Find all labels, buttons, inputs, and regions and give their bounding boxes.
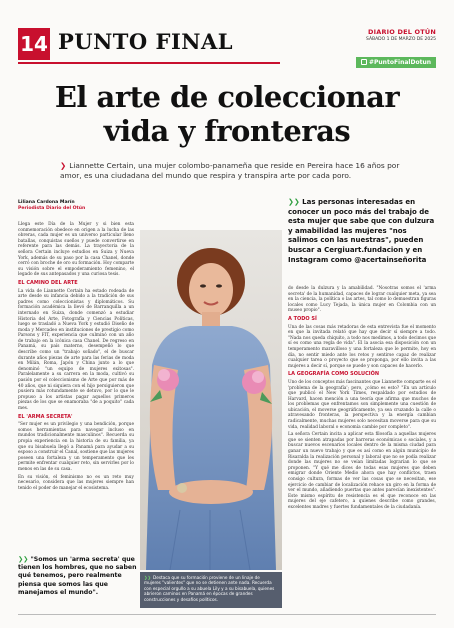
chevron-right-icon: ❯ [60, 161, 67, 170]
paragraph: Una de las cosas más retadoras de esta entrevista fue el momento en que la invitada relató que hay que decir sí siempre a todo. "Nada nos queda chiquito, a todo nos medimos, a todo decimos que sí es como una regla de vida". El la asocia esa disposición con un temperamento maravilloso y una fortaleza que le permite, hoy en día, no sentir miedo ante los retos y sentirse capaz de realizar cualquier tarea o proyecto que se proponga, por ello invita a las mujeres a decir sí, porque se puede y son capaces de hacerlo. [288, 324, 436, 369]
newspaper-name: DIARIO DEL OTÚN [368, 28, 436, 36]
photo-caption [140, 572, 282, 608]
subheading: EL 'ARMA SECRETA' [18, 413, 73, 420]
paragraph: "Ser mujer es un privilegio y una bendición, porque somos herramientas para navegar incluso en mundos tradicionalmente masculinos". Recuerda su propia experiencia en la historia de su familia, ya que su bisabuela llegó a Panamá para ayudar a su esposo a construir el Canal, sostiene que las mujeres poseen una fortaleza y un temperamento que les permite enfrentar cualquier reto, sin servirles por lo menos en las de su casa. [18, 422, 134, 472]
byline [18, 200, 128, 212]
paragraph: Llega este Día de la Mujer y si bien esta conmemoración obedece en origen a la lucha de las obreras, cada mujer es un universo particular lleno batallas, conquistas sueños y puede convertirse en referente para las demás. La trayectoria de la señora Certain incluye estudios en Suiza y Nueva York, además de su paso por la casa Chanel, donde cerró con broche de oro su formación. Hoy comparte su visión sobre el empoderamiento femenino, el legado de sus antepasados y una curiosa tesis. [18, 222, 134, 278]
hashtag-badge [356, 57, 436, 68]
subheading: LA GEOGRAFÍA COMO SOLUCIÓN [288, 371, 380, 378]
header-rule [18, 62, 280, 64]
headline-line-1: El arte de coleccionar [54, 80, 400, 114]
hashtag-text: #PuntoFinalDotun [368, 59, 431, 66]
page-header [0, 0, 454, 64]
paragraph: En su visión, el feminismo no es un reto muy necesario, considera que las mujeres siempre han tenido el poder de manejar el ecosistema. [18, 474, 134, 491]
deck-text: Liannette Certain, una mujer colombo-panameña que reside en Pereira hace 16 años por amor, es una ciudadana del mundo que respira y transpira arte por cada poro. [60, 161, 400, 180]
footer-rule [18, 614, 436, 615]
chevron-right-icon: ❯❯ [288, 198, 303, 206]
body-column-right [288, 286, 436, 513]
photo-caption-text: Destaca que su formación proviene de un linaje de mujeres "valientes" que no se detienen ante nada. Recuerda con especial orgullo a su abuela Lily y a su bisabuela, quienes abrieron caminos en Panamá en épocas de grandes construcciones y desafíos políticos. [144, 575, 275, 602]
pull-quote-bottom-text: "Somos un 'arma secreta' que tienen los hombres, que no saben qué tenemos, pero realmente piensa que somos las que manejamos el mundo". [18, 556, 137, 596]
portrait-illustration [140, 230, 282, 570]
instagram-icon [361, 59, 367, 65]
chevron-right-icon: ❯❯ [18, 556, 31, 563]
chevron-right-icon: ❯❯ [144, 575, 152, 580]
pull-quote-bottom [18, 556, 138, 597]
paragraph: La señora Certain incita a aplicar esta filosofía a aquellas mujeres que se sienten atrapadas por barreras económicas o sociales, y a buscar nuevos escenarios locales dentro de la misma ciudad para ganar un nuevo trabajo y que es así como en algún municipio de Risaralda la realización personal y laboral que no se podía realizar donde las mujeres no se veían limitadas lograrían lo que se proponen. "Y qué me dices de todas esas mujeres que deben emigrar donde Oriente Medio ahora que hay conflictos, traen consigo cultura, formas de ver las cosas que se necesitan, ese ejercicio de cambiar de localización rehace un giro en la forma de ver el mundo, añadiendo puertas que antes parecían inexistentes". Este mismo espíritu de resistencia es el que reconoce en las mujeres del eje cafetero, a quienes describe como grandes, excelentes madres y fuertes fundamentales de la ciudadanía. [288, 432, 436, 510]
paragraph: La vida de Liannette Certain ha estado rodeada de arte desde su infancia debido a la tradición de sus padres como coleccionistas y diplomáticos. Su formación académica la llevó de Barranquilla a un internado en Suiza, donde comenzó a estudiar Historia del Arte, Fotografía y Ciencias Políticas, luego se trasladó a Nueva York y estudió Diseño de moda y Mercadeo en instituciones de prestigio como Parsons y FIT, experiencia que culminó con un año de trabajo en la icónica casa Chanel. De regreso en Panamá, su país materno, desempeñó lo que describe como un "trabajo soñado", el de buscar durante años piezas de arte para las ferias de moda en Milán, Roma, Japón y China junto a lo que denominó "un equipo de mujeres exitosas". Paralelamente a su carrera en la moda, cultivó su pasión por el coleccionismo de Arte que por más de 40 años, que ni siquiera con el hijo persiguieron que pusiera más rotundamente se detuvo, por lo que le propuso a los artistas pagar aquellos primeros piezas de los que se enamoraba "de a poquito" cada mes. [18, 288, 134, 411]
subheading: A TODO SÍ [288, 315, 317, 322]
pull-quote-right-text: Las personas interesadas en conocer un poco más del trabajo de esta mujer que sabe que con dulzura y amabilidad las mujeres "nos salimos con las nuestras", pueden buscar a Cergiuart.fundacion y en Instagram como @acertainseñorita [288, 198, 435, 264]
paragraph: Uno de los conceptos más fascinantes que Liannette comparte es el 'problema de la geografía'; pero, ¿cómo es esto? "En un artículo que publicó el New York Times, respaldado por estudios de Harvard, hacen mención a una teoría que afirma que muchos de los problemas que enfrentamos son simplemente una cuestión de ubicación, el moverse geográficamente, ya sea cruzando la calle o atravesando fronteras, la perspectiva y la energía cambian radicalmente, muchas mujeres solo necesitan moverse para que su vida, realidad laboral o economía cambie por completo". [288, 379, 436, 430]
article-deck [60, 161, 420, 181]
issue-date: SÁBADO 1 DE MARZO DE 2025 [366, 37, 436, 42]
author-name: Liliana Cardona Marín [18, 200, 75, 205]
portrait-photo [140, 230, 282, 570]
paragraph: do desde la dulzura y la amabilidad. "Nosotras somos el 'arma secreta' de la humanidad, capaces de lograr cualquier meta, ya sea en la ciencia, la política o las artes, tal como lo demuestran figuras locales como Lucy Tejada, la única mujer en Colombia con un museo propio". [288, 286, 436, 314]
section-title: PUNTO FINAL [58, 29, 234, 54]
headline-line-2: vida y fronteras [103, 114, 351, 148]
body-column-left [18, 222, 134, 493]
page-number: 14 [18, 28, 50, 60]
author-role: Periodista Diario del Otún [18, 206, 86, 211]
subheading: EL CAMINO DEL ARTE [18, 279, 78, 286]
pull-quote-right [288, 198, 436, 265]
